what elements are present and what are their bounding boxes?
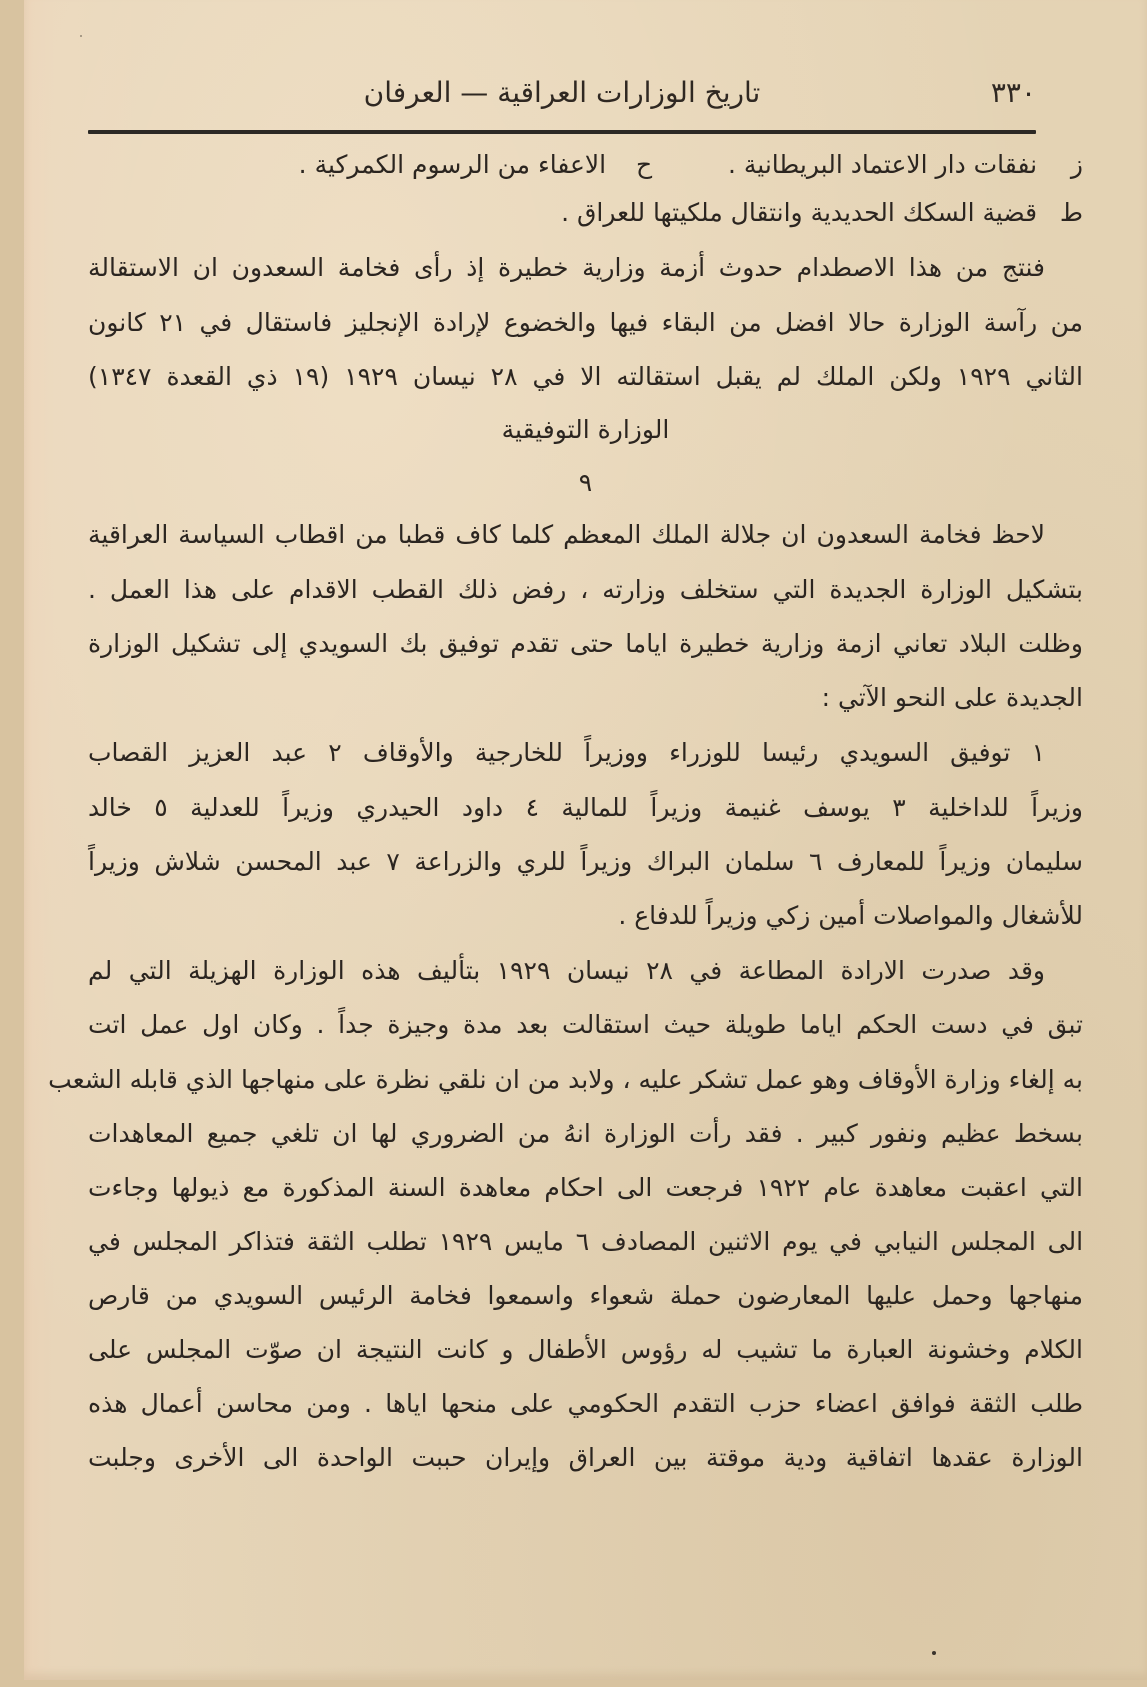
paragraph-line: بسخط عظيم ونفور كبير . فقد رأت الوزارة انهُ من الضروري لها ان تلغي جميع المعاهدات (88, 1119, 1083, 1148)
cabinet-line: سليمان وزيراً للمعارف ٦ سلمان البراك وزيراً للري والزراعة ٧ عبد المحسن شلاش وزيراً (88, 847, 1083, 876)
list-row-z-h (88, 145, 1083, 185)
cabinet-line (88, 733, 1083, 773)
running-head (88, 70, 1036, 120)
list-item-text: نفقات دار الاعتماد البريطانية . (728, 150, 1038, 179)
paragraph-line: تبق في دست الحكم اياما طويلة حيث استقالت بعد مدة وجيزة جداً . وكان اول عمل اتت (88, 1010, 1083, 1039)
paragraph-line: وظلت البلاد تعاني ازمة وزارية خطيرة اياما حتى تقدم توفيق بك السويدي إلى تشكيل الوزارة (88, 629, 1083, 658)
paragraph-line: الكلام وخشونة العبارة ما تشيب له رؤوس الأطفال و كانت النتيجة ان صوّت المجلس على (88, 1335, 1083, 1364)
list-item-text: الاعفاء من الرسوم الكمركية . (298, 150, 607, 179)
page-number: ٣٣٠ (990, 76, 1036, 109)
paragraph-2-line-1: لاحظ فخامة السعدون ان جلالة الملك المعظم كلما كاف قطبا من اقطاب السياسة العراقية (88, 520, 1045, 549)
book-page (24, 0, 1147, 1680)
section-number: ٩ (578, 468, 593, 497)
paragraph-line: به إلغاء وزارة الأوقاف وهو عمل تشكر عليه ، ولابد من ان نلقي نظرة على منهاجها الذي قابله الشعب (48, 1065, 1083, 1094)
paragraph-line: الجديدة على النحو الآتي : (821, 683, 1083, 712)
paragraph-line (88, 951, 1083, 991)
paragraph-line: الوزارة عقدها اتفاقية ودية موقتة بين العراق وإيران حببت الواحدة الى الأخرى وجلبت (88, 1443, 1083, 1472)
paragraph-line: الى المجلس النيابي في يوم الاثنين المصادف ٦ مايس ١٩٢٩ تطلب الثقة فتذاكر المجلس في (88, 1227, 1084, 1256)
cabinet-line-1: ١ توفيق السويدي رئيسا للوزراء ووزيراً للخارجية والأوقاف ٢ عبد العزيز القصاب (88, 738, 1045, 767)
paragraph-line: التي اعقبت معاهدة عام ١٩٢٢ فرجعت الى احكام معاهدة السنة المذكورة مع ذيولها وجاءت (88, 1173, 1083, 1202)
paragraph-line: بتشكيل الوزارة الجديدة التي ستخلف وزارته ، رفض ذلك القطب الاقدام على هذا العمل . (88, 575, 1083, 604)
list-letter: ط (1059, 198, 1083, 227)
header-rule (88, 130, 1036, 134)
paragraph-1-line-1: فنتج من هذا الاصطدام حدوث أزمة وزارية خطيرة إذ رأى فخامة السعدون ان الاستقالة (88, 253, 1045, 282)
section-title: الوزارة التوفيقية (501, 415, 670, 444)
paragraph-line (88, 248, 1083, 288)
ink-speck (80, 35, 82, 37)
paragraph-3-line-1: وقد صدرت الارادة المطاعة في ٢٨ نيسان ١٩٢٩ بتأليف هذه الوزارة الهزيلة التي لم (88, 956, 1045, 985)
cabinet-line: للأشغال والمواصلات أمين زكي وزيراً للدفاع . (618, 901, 1083, 930)
list-letter: ح (635, 150, 653, 179)
book-title: تاريخ الوزارات العراقية — العرفان (363, 76, 761, 109)
paragraph-line: منهاجها وحمل عليها المعارضون حملة شعواء واسمعوا فخامة الرئيس السويدي من قارص (88, 1281, 1083, 1310)
list-row-t (88, 193, 1083, 233)
list-item-text: قضية السكك الحديدية وانتقال ملكيتها للعراق . (561, 198, 1038, 227)
paragraph-line: طلب الثقة فوافق اعضاء حزب التقدم الحكومي على منحها اياها . ومن محاسن أعمال هذه (88, 1389, 1083, 1418)
paragraph-line: الثاني ١٩٢٩ ولكن الملك لم يقبل استقالته الا في ٢٨ نيسان ١٩٢٩ (١٩ ذي القعدة ١٣٤٧) (88, 362, 1083, 391)
cabinet-line: وزيراً للداخلية ٣ يوسف غنيمة وزيراً للمالية ٤ داود الحيدري وزيراً للعدلية ٥ خالد (88, 793, 1083, 822)
list-letter: ز (1070, 150, 1083, 179)
ink-speck (932, 1651, 936, 1655)
paragraph-line (88, 515, 1083, 555)
paragraph-line: من رآسة الوزارة حالا افضل من البقاء فيها والخضوع لإرادة الإنجليز فاستقال في ٢١ كانون (88, 308, 1083, 337)
